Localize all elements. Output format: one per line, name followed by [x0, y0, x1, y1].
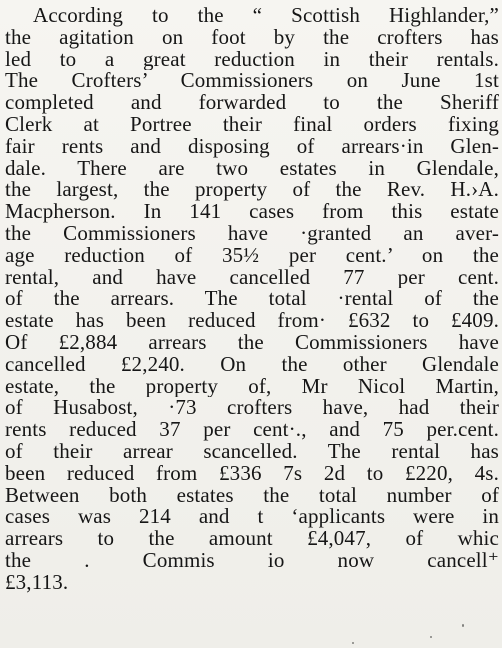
article-line: led to a great reduction in their rentals.: [5, 48, 499, 71]
article-line: Between both estates the total number of: [5, 484, 499, 507]
article-line: arrears to the amount £4,047, of whic: [5, 528, 499, 550]
article-line: of Husabost, ·73 crofters have, had their: [5, 397, 499, 420]
article-line: the agitation on foot by the crofters has: [5, 26, 499, 49]
article-line: the . Commis io now cancell⁺: [5, 549, 499, 572]
article-line: According to the “ Scottish Highlander,”: [33, 5, 499, 27]
article-line: age reduction of 35½ per cent.’ on the: [5, 244, 499, 267]
article-line: Clerk at Portree their final orders fixing: [5, 113, 499, 136]
article-line: been reduced from £336 7s 2d to £220, 4s.: [5, 462, 499, 485]
article-line: The Crofters’ Commissioners on June 1st: [5, 70, 499, 93]
article-line: Of £2,884 arrears the Commissioners have: [5, 331, 499, 354]
ink-speck: [462, 624, 464, 627]
ink-speck: [352, 642, 354, 644]
article-line: of their arrear scancelled. The rental has: [5, 440, 499, 463]
article-line: the largest, the property of the Rev. H.›A.: [5, 179, 499, 202]
article-line: Macpherson. In 141 cases from this estate: [5, 201, 499, 223]
article-line: of the arrears. The total ·rental of the: [5, 288, 499, 311]
article-line: completed and forwarded to the Sheriff: [5, 92, 499, 114]
article-line: the Commissioners have ·granted an aver-: [5, 222, 499, 245]
article-line: rents reduced 37 per cent·., and 75 per.cent.: [5, 419, 499, 441]
article-line: estate, the property of, Mr Nicol Martin,: [5, 375, 499, 398]
article-line: fair rents and disposing of arrears·in Glen-: [5, 135, 499, 158]
ink-speck: [430, 636, 432, 638]
article-line: cases was 214 and t ‘applicants were in: [5, 506, 499, 529]
article-body: [5, 5, 499, 594]
article-line: rental, and have cancelled 77 per cent.: [5, 266, 499, 289]
article-line: estate has been reduced from· £632 to £409.: [5, 310, 499, 332]
article-line: £3,113.: [5, 571, 69, 594]
article-line: cancelled £2,240. On the other Glendale: [5, 353, 499, 376]
article-line: dale. There are two estates in Glendale,: [5, 157, 499, 180]
